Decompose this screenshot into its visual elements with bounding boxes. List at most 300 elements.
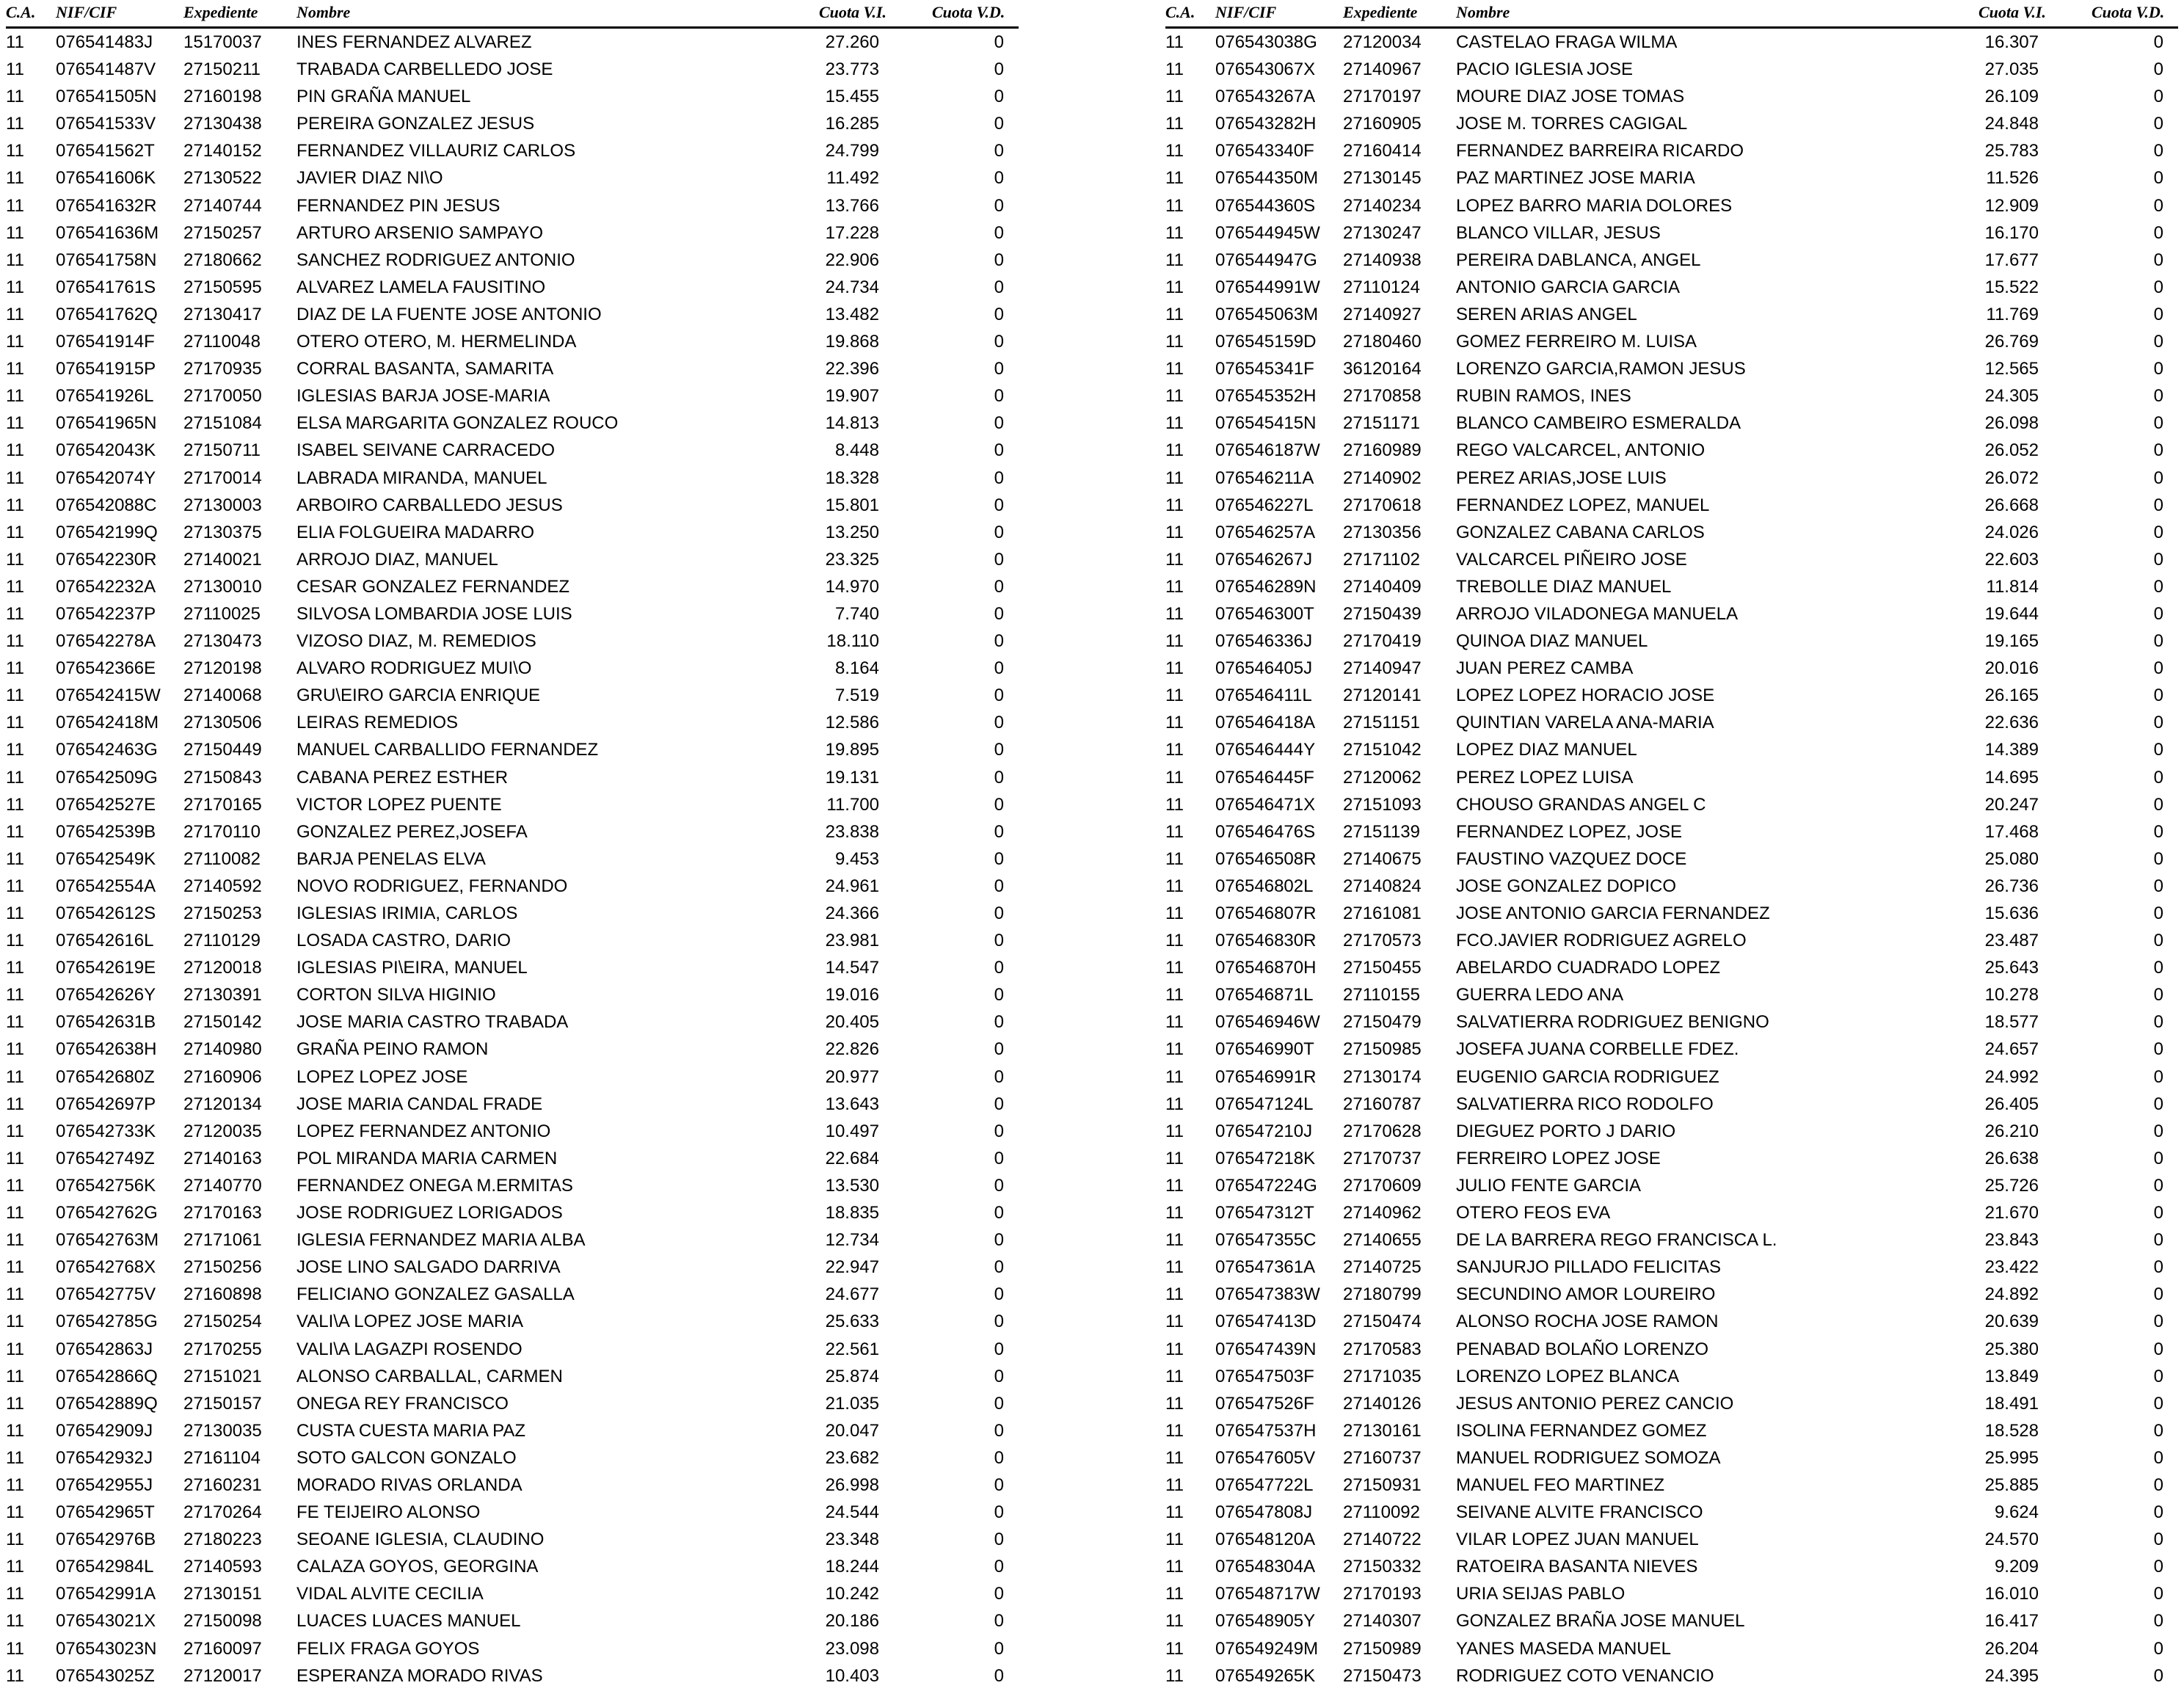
cell-expediente: 27140980 (183, 1039, 262, 1060)
cell-expediente: 27140947 (1343, 658, 1422, 679)
table-row (6, 137, 1019, 164)
cell-cuota-vi: 25.885 (1984, 1474, 2039, 1495)
table-row (6, 1526, 1019, 1553)
cell-cuota-vi: 22.561 (825, 1339, 879, 1359)
cell-expediente: 27140593 (183, 1557, 262, 1577)
cell-nombre: EUGENIO GARCIA RODRIGUEZ (1456, 1066, 1719, 1087)
cell-cuota-vi: 23.348 (825, 1530, 879, 1550)
cell-nombre: FERREIRO LOPEZ JOSE (1456, 1148, 1661, 1168)
cell-nif: 076542088C (56, 495, 157, 515)
cell-nombre: JOSE RODRIGUEZ LORIGADOS (296, 1203, 563, 1223)
cell-cuota-vi: 23.843 (1984, 1230, 2039, 1251)
table-row (6, 981, 1019, 1008)
table-row (1165, 1526, 2178, 1553)
cell-nif: 076545415N (1215, 413, 1317, 434)
cell-ca: 11 (1165, 821, 1184, 842)
cell-nombre: CASTELAO FRAGA WILMA (1456, 32, 1678, 52)
cell-cuota-vd: 0 (2153, 1557, 2163, 1577)
cell-cuota-vi: 12.586 (825, 713, 879, 733)
cell-nif: 076547312T (1215, 1203, 1314, 1223)
cell-nombre: CORRAL BASANTA, SAMARITA (296, 359, 554, 379)
cell-ca: 11 (6, 821, 24, 842)
cell-cuota-vd: 0 (994, 413, 1004, 434)
cell-expediente: 27151021 (183, 1366, 262, 1386)
cell-ca: 11 (6, 1284, 24, 1305)
cell-nif: 076547361A (1215, 1257, 1316, 1278)
cell-nombre: SALVATIERRA RODRIGUEZ BENIGNO (1456, 1012, 1769, 1033)
cell-nombre: SEREN ARIAS ANGEL (1456, 304, 1637, 324)
cell-cuota-vi: 24.848 (1984, 114, 2039, 134)
cell-expediente: 27140744 (183, 195, 262, 216)
cell-cuota-vi: 16.285 (825, 114, 879, 134)
cell-cuota-vd: 0 (2153, 1039, 2163, 1060)
cell-nif: 076543067X (1215, 59, 1316, 80)
cell-ca: 11 (6, 386, 24, 407)
cell-expediente: 27160198 (183, 87, 262, 107)
cell-nif: 076542043K (56, 440, 156, 461)
cell-expediente: 27150473 (1343, 1665, 1422, 1686)
table-row (6, 1363, 1019, 1390)
header-cuota-vi: Cuota V.I. (1979, 3, 2046, 21)
header-expediente: Expediente (1343, 3, 1418, 21)
cell-nif: 076545352H (1215, 386, 1317, 407)
cell-nif: 076542733K (56, 1121, 156, 1141)
cell-cuota-vd: 0 (2153, 1339, 2163, 1359)
cell-ca: 11 (1165, 195, 1184, 216)
table-row (6, 1063, 1019, 1091)
cell-cuota-vd: 0 (2153, 931, 2163, 951)
cell-nif: 076542237P (56, 603, 156, 624)
cell-cuota-vi: 24.570 (1984, 1530, 2039, 1550)
cell-cuota-vi: 20.247 (1984, 794, 2039, 815)
cell-cuota-vi: 18.244 (825, 1557, 879, 1577)
cell-ca: 11 (6, 740, 24, 760)
cell-nif: 076542762G (56, 1203, 158, 1223)
cell-nombre: RODRIGUEZ COTO VENANCIO (1456, 1665, 1714, 1686)
cell-expediente: 27170583 (1343, 1339, 1422, 1359)
cell-cuota-vi: 26.052 (1984, 440, 2039, 461)
cell-cuota-vd: 0 (2153, 767, 2163, 788)
table-row (1165, 1472, 2178, 1499)
cell-cuota-vd: 0 (994, 631, 1004, 652)
cell-nif: 076542199Q (56, 522, 158, 542)
cell-ca: 11 (1165, 1284, 1184, 1305)
cell-nombre: NOVO RODRIGUEZ, FERNANDO (296, 876, 568, 896)
cell-expediente: 27130375 (183, 522, 262, 542)
cell-expediente: 27150211 (183, 59, 261, 80)
cell-nombre: ALVARO RODRIGUEZ MUI\O (296, 658, 532, 679)
cell-expediente: 27151151 (1343, 713, 1420, 733)
table-row (1165, 818, 2178, 846)
table-row (6, 56, 1019, 83)
table-row (1165, 437, 2178, 464)
cell-nif: 076542680Z (56, 1066, 155, 1087)
cell-nombre: ESPERANZA MORADO RIVAS (296, 1665, 543, 1686)
cell-cuota-vi: 16.170 (1984, 222, 2039, 243)
cell-expediente: 27180460 (1343, 332, 1422, 352)
cell-cuota-vd: 0 (994, 658, 1004, 679)
table-row (6, 1008, 1019, 1036)
cell-ca: 11 (1165, 250, 1184, 270)
cell-expediente: 27170193 (1343, 1584, 1422, 1604)
cell-nombre: GONZALEZ CABANA CARLOS (1456, 522, 1705, 542)
cell-ca: 11 (1165, 1039, 1184, 1060)
cell-expediente: 27161081 (1343, 903, 1422, 923)
cell-ca: 11 (1165, 1447, 1184, 1468)
cell-ca: 11 (6, 141, 24, 161)
cell-expediente: 27130151 (183, 1584, 262, 1604)
cell-nombre: CUSTA CUESTA MARIA PAZ (296, 1420, 526, 1441)
table-row (1165, 600, 2178, 628)
table-row (1165, 1662, 2178, 1690)
cell-cuota-vd: 0 (2153, 603, 2163, 624)
cell-ca: 11 (6, 277, 24, 297)
cell-nif: 076546444Y (1215, 740, 1316, 760)
table-row (1165, 247, 2178, 274)
table-row (1165, 492, 2178, 519)
cell-nif: 076544947G (1215, 250, 1317, 270)
cell-ca: 11 (6, 958, 24, 978)
table-row (1165, 764, 2178, 791)
cell-ca: 11 (1165, 1175, 1184, 1196)
table-row (1165, 219, 2178, 247)
table-row (6, 437, 1019, 464)
table-row (1165, 628, 2178, 655)
cell-nombre: URIA SEIJAS PABLO (1456, 1584, 1626, 1604)
header-ca: C.A. (1165, 3, 1195, 21)
table-row (6, 655, 1019, 682)
cell-nombre: DIAZ DE LA FUENTE JOSE ANTONIO (296, 304, 602, 324)
cell-ca: 11 (6, 413, 24, 434)
cell-nombre: VIZOSO DIAZ, M. REMEDIOS (296, 631, 536, 652)
cell-nif: 076542638H (56, 1039, 157, 1060)
cell-cuota-vd: 0 (994, 740, 1004, 760)
cell-nombre: LOPEZ BARRO MARIA DOLORES (1456, 195, 1733, 216)
cell-nif: 076544991W (1215, 277, 1320, 297)
cell-nif: 076547124L (1215, 1094, 1314, 1114)
cell-nombre: VALCARCEL PIÑEIRO JOSE (1456, 549, 1687, 570)
cell-expediente: 27150157 (183, 1393, 262, 1414)
cell-expediente: 27120198 (183, 658, 262, 679)
table-row (6, 410, 1019, 437)
cell-expediente: 27140824 (1343, 876, 1422, 896)
cell-ca: 11 (1165, 848, 1184, 869)
cell-cuota-vi: 24.961 (825, 876, 879, 896)
cell-nombre: RUBIN RAMOS, INES (1456, 386, 1631, 407)
table-header (6, 0, 1019, 29)
cell-nombre: TRABADA CARBELLEDO JOSE (296, 59, 553, 80)
cell-nombre: FE TEIJEIRO ALONSO (296, 1502, 481, 1523)
cell-nombre: BLANCO CAMBEIRO ESMERALDA (1456, 413, 1741, 434)
cell-nif: 076546445F (1215, 767, 1314, 788)
cell-nif: 076542863J (56, 1339, 153, 1359)
cell-nif: 076541487V (56, 59, 156, 80)
cell-nif: 076541914F (56, 332, 155, 352)
cell-cuota-vd: 0 (994, 359, 1004, 379)
cell-cuota-vd: 0 (994, 1257, 1004, 1278)
cell-ca: 11 (1165, 1203, 1184, 1223)
cell-cuota-vd: 0 (2153, 1066, 2163, 1087)
cell-cuota-vd: 0 (994, 440, 1004, 461)
cell-cuota-vi: 26.165 (1984, 686, 2039, 706)
cell-nombre: ELSA MARGARITA GONZALEZ ROUCO (296, 413, 619, 434)
cell-nif: 076541483J (56, 32, 153, 52)
cell-nombre: OTERO OTERO, M. HERMELINDA (296, 332, 577, 352)
cell-nif: 076544360S (1215, 195, 1316, 216)
cell-nombre: LEIRAS REMEDIOS (296, 713, 459, 733)
cell-cuota-vd: 0 (994, 1012, 1004, 1033)
cell-nombre: ALONSO ROCHA JOSE RAMON (1456, 1312, 1719, 1332)
cell-ca: 11 (6, 1530, 24, 1550)
cell-nif: 076546211A (1215, 468, 1314, 488)
cell-ca: 11 (6, 32, 24, 52)
cell-expediente: 27120034 (1343, 32, 1422, 52)
cell-cuota-vd: 0 (2153, 1148, 2163, 1168)
cell-cuota-vd: 0 (2153, 413, 2163, 434)
table-row (1165, 519, 2178, 546)
table-row (1165, 1254, 2178, 1281)
cell-expediente: 36120164 (1343, 359, 1422, 379)
cell-nombre: MANUEL RODRIGUEZ SOMOZA (1456, 1447, 1721, 1468)
cell-cuota-vd: 0 (2153, 1530, 2163, 1550)
cell-cuota-vd: 0 (994, 195, 1004, 216)
cell-ca: 11 (6, 1502, 24, 1523)
cell-cuota-vd: 0 (994, 958, 1004, 978)
table-row (1165, 192, 2178, 219)
cell-ca: 11 (1165, 114, 1184, 134)
cell-cuota-vd: 0 (2153, 658, 2163, 679)
cell-expediente: 27150711 (183, 440, 261, 461)
cell-expediente: 27170110 (183, 821, 261, 842)
cell-nif: 076542976B (56, 1530, 156, 1550)
cell-nif: 076547605V (1215, 1447, 1316, 1468)
cell-cuota-vd: 0 (994, 1638, 1004, 1659)
cell-ca: 11 (1165, 32, 1184, 52)
cell-nombre: GRAÑA PEINO RAMON (296, 1039, 489, 1060)
cell-nif: 076541632R (56, 195, 157, 216)
table-row (6, 1308, 1019, 1335)
cell-nombre: RATOEIRA BASANTA NIEVES (1456, 1557, 1698, 1577)
table-row (6, 29, 1019, 56)
cell-nif: 076546802L (1215, 876, 1314, 896)
cell-expediente: 27110129 (183, 931, 261, 951)
cell-cuota-vi: 13.482 (825, 304, 879, 324)
cell-ca: 11 (1165, 1366, 1184, 1386)
cell-ca: 11 (1165, 304, 1184, 324)
table-row (1165, 1336, 2178, 1363)
cell-cuota-vd: 0 (994, 713, 1004, 733)
cell-cuota-vi: 10.242 (825, 1584, 879, 1604)
cell-expediente: 27140962 (1343, 1203, 1422, 1223)
header-ca: C.A. (6, 3, 36, 21)
cell-cuota-vi: 14.695 (1984, 767, 2039, 788)
header-nif: NIF/CIF (1215, 3, 1277, 21)
cell-expediente: 27160905 (1343, 114, 1422, 134)
cell-nif: 076546508R (1215, 848, 1317, 869)
table-row (6, 492, 1019, 519)
cell-nif: 076542756K (56, 1175, 156, 1196)
cell-expediente: 27120018 (183, 958, 262, 978)
cell-cuota-vi: 11.700 (826, 794, 879, 815)
cell-ca: 11 (1165, 985, 1184, 1005)
cell-cuota-vi: 26.072 (1984, 468, 2039, 488)
cell-nif: 076546336J (1215, 631, 1313, 652)
cell-cuota-vi: 20.186 (825, 1611, 879, 1632)
cell-cuota-vd: 0 (2153, 1502, 2163, 1523)
cell-ca: 11 (6, 359, 24, 379)
table-left (6, 0, 1019, 1690)
cell-nombre: FERNANDEZ LOPEZ, JOSE (1456, 821, 1683, 842)
cell-ca: 11 (1165, 222, 1184, 243)
cell-nombre: PEREIRA GONZALEZ JESUS (296, 114, 535, 134)
cell-cuota-vi: 11.769 (1986, 304, 2039, 324)
table-row (1165, 29, 2178, 56)
cell-nombre: SEIVANE ALVITE FRANCISCO (1456, 1502, 1703, 1523)
table-row (1165, 655, 2178, 682)
cell-nif: 076547355C (1215, 1230, 1317, 1251)
cell-cuota-vi: 8.448 (834, 440, 879, 461)
table-row (1165, 1363, 2178, 1390)
cell-cuota-vd: 0 (2153, 522, 2163, 542)
cell-cuota-vd: 0 (2153, 1284, 2163, 1305)
cell-expediente: 27140675 (1343, 848, 1422, 869)
cell-ca: 11 (6, 848, 24, 869)
cell-cuota-vi: 10.497 (825, 1121, 879, 1141)
cell-ca: 11 (6, 1584, 24, 1604)
cell-nif: 076542697P (56, 1094, 156, 1114)
cell-cuota-vd: 0 (994, 495, 1004, 515)
cell-cuota-vd: 0 (2153, 1584, 2163, 1604)
cell-cuota-vi: 19.895 (825, 740, 879, 760)
cell-cuota-vi: 22.906 (825, 250, 879, 270)
cell-ca: 11 (1165, 277, 1184, 297)
cell-cuota-vi: 22.396 (825, 359, 879, 379)
cell-ca: 11 (1165, 1584, 1184, 1604)
cell-cuota-vd: 0 (2153, 87, 2163, 107)
cell-ca: 11 (1165, 332, 1184, 352)
table-row (6, 1281, 1019, 1308)
cell-ca: 11 (1165, 686, 1184, 706)
cell-expediente: 27151093 (1343, 794, 1422, 815)
cell-cuota-vi: 14.813 (825, 413, 879, 434)
cell-nif: 076542955J (56, 1474, 153, 1495)
table-row (6, 1472, 1019, 1499)
cell-cuota-vi: 20.405 (825, 1012, 879, 1033)
cell-nif: 076547439N (1215, 1339, 1317, 1359)
cell-nif: 076542539B (56, 821, 156, 842)
cell-expediente: 27170163 (183, 1203, 262, 1223)
cell-cuota-vi: 24.366 (825, 903, 879, 923)
table-header (1165, 0, 2178, 29)
cell-cuota-vi: 19.644 (1984, 603, 2039, 624)
cell-nombre: GONZALEZ BRAÑA JOSE MANUEL (1456, 1611, 1745, 1632)
cell-cuota-vi: 15.455 (825, 87, 879, 107)
cell-cuota-vi: 10.403 (825, 1665, 879, 1686)
cell-expediente: 27151084 (183, 413, 262, 434)
cell-nombre: MANUEL CARBALLIDO FERNANDEZ (296, 740, 599, 760)
cell-cuota-vi: 19.868 (825, 332, 879, 352)
cell-nombre: PAZ MARTINEZ JOSE MARIA (1456, 168, 1695, 189)
cell-expediente: 27110048 (183, 332, 261, 352)
table-row (6, 192, 1019, 219)
table-row (1165, 301, 2178, 328)
cell-nombre: LOPEZ LOPEZ HORACIO JOSE (1456, 686, 1715, 706)
cell-nombre: LOPEZ DIAZ MANUEL (1456, 740, 1637, 760)
cell-ca: 11 (1165, 1312, 1184, 1332)
table-row (1165, 573, 2178, 600)
cell-nombre: ISABEL SEIVANE CARRACEDO (296, 440, 556, 461)
cell-cuota-vd: 0 (2153, 1175, 2163, 1196)
cell-cuota-vi: 26.109 (1984, 87, 2039, 107)
cell-cuota-vd: 0 (994, 1420, 1004, 1441)
cell-cuota-vd: 0 (2153, 195, 2163, 216)
cell-nif: 076542631B (56, 1012, 156, 1033)
cell-cuota-vi: 13.250 (825, 522, 879, 542)
table-row (1165, 846, 2178, 873)
cell-nombre: QUINOA DIAZ MANUEL (1456, 631, 1648, 652)
cell-nif: 076546267J (1215, 549, 1313, 570)
cell-cuota-vi: 18.328 (825, 468, 879, 488)
cell-nif: 076542991A (56, 1584, 156, 1604)
cell-nombre: JOSE MARIA CANDAL FRADE (296, 1094, 543, 1114)
table-row (1165, 137, 2178, 164)
cell-nombre: LOPEZ LOPEZ JOSE (296, 1066, 468, 1087)
cell-cuota-vi: 12.565 (1984, 359, 2039, 379)
cell-ca: 11 (6, 332, 24, 352)
cell-expediente: 27140163 (183, 1148, 262, 1168)
cell-nombre: CORTON SILVA HIGINIO (296, 985, 496, 1005)
cell-expediente: 27110082 (183, 848, 261, 869)
cell-cuota-vi: 7.519 (834, 686, 879, 706)
cell-expediente: 27170737 (1343, 1148, 1422, 1168)
table-row (6, 519, 1019, 546)
table-row (6, 1553, 1019, 1580)
cell-cuota-vi: 9.209 (1994, 1557, 2039, 1577)
cell-ca: 11 (1165, 713, 1184, 733)
cell-cuota-vi: 26.204 (1984, 1638, 2039, 1659)
table-row (1165, 355, 2178, 382)
cell-nif: 076541758N (56, 250, 157, 270)
cell-cuota-vi: 20.977 (825, 1066, 879, 1087)
cell-expediente: 27150257 (183, 222, 262, 243)
cell-ca: 11 (6, 603, 24, 624)
cell-nif: 076547526F (1215, 1393, 1314, 1414)
cell-cuota-vd: 0 (994, 1584, 1004, 1604)
cell-nombre: MOURE DIAZ JOSE TOMAS (1456, 87, 1685, 107)
cell-cuota-vi: 22.947 (825, 1257, 879, 1278)
header-cuota-vi: Cuota V.I. (819, 3, 887, 21)
cell-cuota-vi: 17.677 (1984, 250, 2039, 270)
table-row (1165, 1417, 2178, 1444)
cell-cuota-vd: 0 (2153, 576, 2163, 597)
cell-nombre: ANTONIO GARCIA GARCIA (1456, 277, 1680, 297)
cell-expediente: 27120035 (183, 1121, 262, 1141)
cell-nif: 076543267A (1215, 87, 1316, 107)
cell-cuota-vi: 23.682 (825, 1447, 879, 1468)
cell-nombre: LORENZO LOPEZ BLANCA (1456, 1366, 1680, 1386)
table-row (6, 1145, 1019, 1172)
cell-expediente: 27140021 (183, 549, 262, 570)
cell-nif: 076542463G (56, 740, 158, 760)
cell-ca: 11 (1165, 141, 1184, 161)
cell-nif: 076542785G (56, 1312, 158, 1332)
cell-ca: 11 (1165, 1230, 1184, 1251)
table-row (6, 873, 1019, 900)
cell-ca: 11 (1165, 495, 1184, 515)
cell-nombre: QUINTIAN VARELA ANA-MARIA (1456, 713, 1714, 733)
cell-ca: 11 (6, 767, 24, 788)
cell-ca: 11 (6, 495, 24, 515)
